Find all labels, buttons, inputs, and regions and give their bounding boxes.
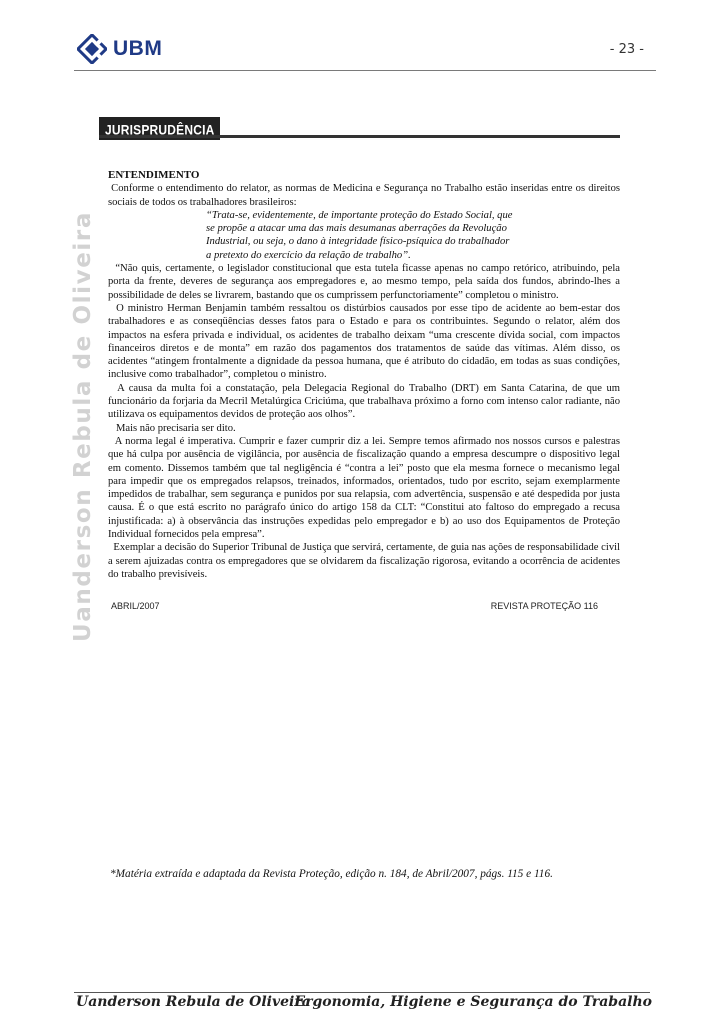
header-divider	[74, 70, 656, 71]
quote-line: a pretexto do exercício da relação de trabalho”.	[206, 249, 411, 261]
logo-text: UBM	[113, 37, 163, 60]
paragraph-6: A norma legal é imperativa. Cumprir e fazer cumprir diz a lei. Sempre temos afirmado nos nossos cursos e palestras que há culpa por ausência de vigilância, por ausência de fiscalização quando a empresa descumpre o dispositivo legal em comento. Dissemos também que tal negligência é “contra a lei” posto que ela mesma fornece o mecanismo legal para impedir que os empregados relapsos, treinados, informados, orientados, tudo por escrito, sejam exemplarmente impedidos de trabalhar, sem segurança e punidos por sua relapsia, com advertência, suspensão e até despedida por justa causa. É o que está escrito no parágrafo único do artigo 158 da CLT: “Constitui ato faltoso do empregado a recusa injustificada: a) à observância das instruções expedidas pelo empregador e b) ao uso dos Equipamentos de Proteção Individual fornecidos pela empresa”.	[108, 435, 621, 541]
paragraph-7: Exemplar a decisão do Superior Tribunal de Justiça que servirá, certamente, de guia nas ações de responsabilidade civil a serem ajuizadas contra os empregadores que se olvidarem da fiscalização rigorosa, evitando a ocorrência de acidentes do trabalho previsíveis.	[108, 542, 620, 580]
article-body	[108, 169, 620, 581]
ubm-logo-icon	[77, 34, 107, 64]
section-badge: JURISPRUDÊNCIA	[99, 117, 220, 140]
quote-line: Industrial, ou seja, o dano à integridade físico-psíquica do trabalhador	[206, 236, 510, 248]
paragraph-3: O ministro Herman Benjamin também ressaltou os distúrbios causados por esse tipo de acidente ao bem-estar dos trabalhadores e as conseqüências desses fatos para o Estado e para os contribuintes. Segundo o relator, além dos impactos na esfera privada e individual, os acidentes de trabalho deixam “uma crescente dívida social, com impactos financeiros diretos e de monta” em razão dos pagamentos dos tratamentos de saúde das vítimas. Além disso, os acidentes “atingem frontalmente a dignidade da pessoa humana, que é atributo do cidadão, em todas as suas condições, inclusive como trabalhador”, completou o ministro.	[108, 302, 621, 381]
footer-divider	[74, 992, 650, 993]
source-note: *Matéria extraída e adaptada da Revista Proteção, edição n. 184, de Abril/2007, págs. 115 e 116.	[110, 868, 553, 880]
paragraph-4: A causa da multa foi a constatação, pela Delegacia Regional do Trabalho (DRT) em Santa Catarina, de que um funcionário da forjaria da Mecril Metalúrgica Criciúma, que trabalhava próximo a forno com intenso calor radiante, não utilizava os equipamentos devidos de proteção aos olhos”.	[108, 382, 621, 421]
paragraph-5: Mais não precisaria ser dito.	[115, 422, 236, 434]
footer-author: Uanderson Rebula de Oliveira	[76, 994, 311, 1010]
section-divider	[99, 135, 620, 138]
issue-date: ABRIL/2007	[111, 601, 160, 611]
article-heading: ENTENDIMENTO	[108, 169, 200, 181]
vertical-author-watermark: Uanderson Rebula de Oliveira	[70, 211, 96, 642]
publication-ref: REVISTA PROTEÇÃO 116	[490, 601, 598, 611]
paragraph-1: Conforme o entendimento do relator, as normas de Medicina e Segurança no Trabalho estão inseridas entre os direitos sociais de todos os trabalhadores brasileiros:	[108, 183, 620, 208]
page-number: - 23 -	[609, 42, 644, 57]
quote-line: “Trata-se, evidentemente, de importante proteção do Estado Social, que	[206, 209, 513, 221]
paragraph-2: “Não quis, certamente, o legislador constitucional que esta tutela ficasse apenas no campo retórico, atribuindo, pela porta da frente, deveres de segurança aos empregadores e, ao mesmo tempo, pela saída dos fundos, abrindo-lhes a possibilidade de deles se livrarem, bastando que os cumprissem perfunctoriamente” completou o ministro.	[108, 263, 620, 301]
block-quote	[206, 209, 620, 262]
quote-line: se propõe a atacar uma das mais desumanas aberrações da Revolução	[206, 223, 507, 235]
ubm-logo	[77, 34, 162, 64]
footer-subject: Ergonomia, Higiene e Segurança do Trabalho	[294, 994, 652, 1010]
